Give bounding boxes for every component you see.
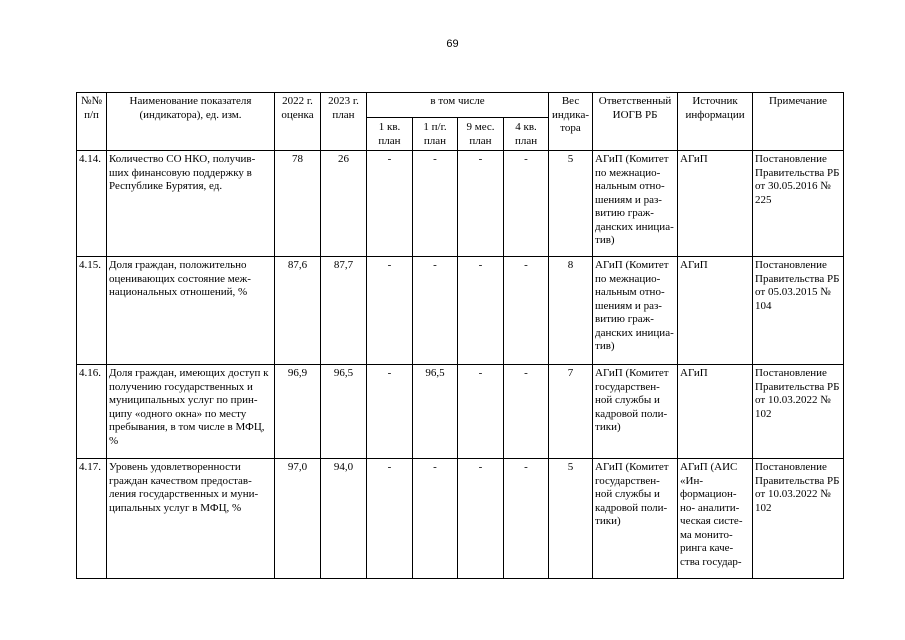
row-2022: 78 <box>275 151 321 257</box>
row-responsible: АГиП (Комитет по межнацио-нальным отно-шениям и раз-витию граж-данских инициа-тив) <box>593 151 678 257</box>
row-q1: - <box>367 151 413 257</box>
row-weight: 7 <box>549 365 593 459</box>
row-9m: - <box>458 365 504 459</box>
table-body <box>77 151 844 579</box>
row-num: 4.14. <box>77 151 107 257</box>
row-h1: 96,5 <box>413 365 458 459</box>
header-2022: 2022 г. оценка <box>275 93 321 151</box>
row-h1: - <box>413 459 458 579</box>
header-9m: 9 мес. план <box>458 118 504 151</box>
header-2023: 2023 г. план <box>321 93 367 151</box>
row-2023: 96,5 <box>321 365 367 459</box>
row-q4: - <box>504 459 549 579</box>
indicators-table <box>76 92 844 579</box>
row-source: АГиП <box>678 365 753 459</box>
row-source: АГиП <box>678 151 753 257</box>
header-q4: 4 кв. план <box>504 118 549 151</box>
row-2023: 94,0 <box>321 459 367 579</box>
row-responsible: АГиП (Комитет государствен-ной службы и кадровой поли-тики) <box>593 459 678 579</box>
table-row <box>77 365 844 459</box>
table-row <box>77 151 844 257</box>
row-note: Постановление Правительства РБ от 10.03.2022 № 102 <box>753 365 844 459</box>
header-h1: 1 п/г. план <box>413 118 458 151</box>
row-note: Постановление Правительства РБ от 10.03.2022 № 102 <box>753 459 844 579</box>
row-q1: - <box>367 257 413 365</box>
row-q4: - <box>504 365 549 459</box>
row-2022: 96,9 <box>275 365 321 459</box>
row-source: АГиП (АИС «Ин-формацион-но- аналити-ческая систе-ма монито-ринга каче-ства государ- <box>678 459 753 579</box>
row-2022: 87,6 <box>275 257 321 365</box>
row-weight: 5 <box>549 459 593 579</box>
header-including: в том числе <box>367 93 549 118</box>
header-note: Примечание <box>753 93 844 151</box>
row-name: Доля граждан, положительно оценивающих состояние меж-национальных отношений, % <box>107 257 275 365</box>
table-row <box>77 459 844 579</box>
row-9m: - <box>458 459 504 579</box>
header-name: Наименование показателя (индикатора), ед. изм. <box>107 93 275 151</box>
header-weight: Вес индика-тора <box>549 93 593 151</box>
row-note: Постановление Правительства РБ от 30.05.2016 № 225 <box>753 151 844 257</box>
header-source: Источник информации <box>678 93 753 151</box>
row-name: Доля граждан, имеющих доступ к получению государственных и муниципальных услуг по прин-ципу «одного окна» по месту пребывания, в том числе в МФЦ, % <box>107 365 275 459</box>
row-name: Уровень удовлетворенности граждан качеством предостав-ления государственных и муни-ципальных услуг в МФЦ, % <box>107 459 275 579</box>
row-9m: - <box>458 257 504 365</box>
row-9m: - <box>458 151 504 257</box>
header-q1: 1 кв. план <box>367 118 413 151</box>
row-num: 4.17. <box>77 459 107 579</box>
row-h1: - <box>413 151 458 257</box>
row-q1: - <box>367 459 413 579</box>
row-weight: 8 <box>549 257 593 365</box>
row-2022: 97,0 <box>275 459 321 579</box>
row-q1: - <box>367 365 413 459</box>
row-2023: 87,7 <box>321 257 367 365</box>
row-2023: 26 <box>321 151 367 257</box>
row-weight: 5 <box>549 151 593 257</box>
header-num: №№ п/п <box>77 93 107 151</box>
row-source: АГиП <box>678 257 753 365</box>
row-name: Количество СО НКО, получив-ших финансовую поддержку в Республике Бурятия, ед. <box>107 151 275 257</box>
table-row <box>77 257 844 365</box>
row-num: 4.16. <box>77 365 107 459</box>
row-num: 4.15. <box>77 257 107 365</box>
row-responsible: АГиП (Комитет государствен-ной службы и кадровой поли-тики) <box>593 365 678 459</box>
row-responsible: АГиП (Комитет по межнацио-нальным отно-шениям и раз-витию граж-данских инициа-тив) <box>593 257 678 365</box>
row-q4: - <box>504 257 549 365</box>
row-q4: - <box>504 151 549 257</box>
row-h1: - <box>413 257 458 365</box>
row-note: Постановление Правительства РБ от 05.03.2015 № 104 <box>753 257 844 365</box>
table-header <box>77 93 844 151</box>
header-responsible: Ответственный ИОГВ РБ <box>593 93 678 151</box>
page-number: 69 <box>446 38 459 50</box>
